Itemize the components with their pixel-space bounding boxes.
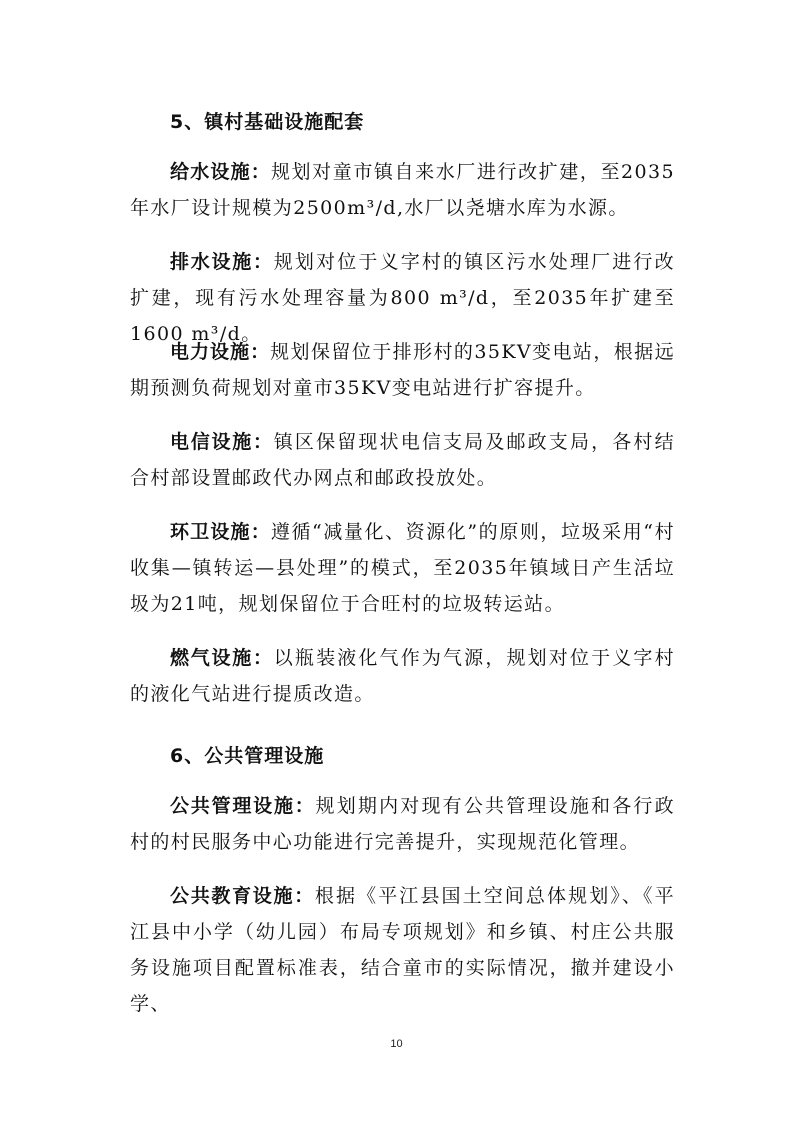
sanitation-term: 环卫设施： [170, 521, 271, 543]
section-6-heading: 6、公共管理设施 [170, 745, 325, 767]
gas-term: 燃气设施： [170, 647, 274, 669]
public-education-term: 公共教育设施： [170, 885, 315, 907]
public-education-paragraph [130, 878, 675, 1022]
power-paragraph [130, 334, 675, 406]
section-5-heading: 5、镇村基础设施配套 [170, 111, 365, 133]
drainage-term: 排水设施： [170, 251, 274, 273]
sanitation-paragraph [130, 514, 675, 622]
public-management-term: 公共管理设施： [170, 795, 316, 817]
sanitation-text: 遵循“减量化、资源化”的原则，垃圾采用“村收集—镇转运—县处理”的模式，至2035年镇域日产生活垃圾为21吨，规划保留位于合旺村的垃圾转运站。 [130, 521, 675, 615]
gas-paragraph [130, 640, 675, 712]
power-term: 电力设施： [170, 341, 271, 363]
power-text: 规划保留位于排形村的35KV变电站，根据远期预测负荷规划对童市35KV变电站进行扩容提升。 [130, 341, 675, 399]
water-supply-text: 规划对童市镇自来水厂进行改扩建，至2035年水厂设计规模为2500m³/d,水厂以尧塘水库为水源。 [130, 161, 675, 219]
public-management-text: 规划期内对现有公共管理设施和各行政村的村民服务中心功能进行完善提升，实现规范化管理。 [130, 795, 675, 853]
page-number: 10 [390, 1038, 403, 1050]
water-supply-term: 给水设施： [170, 161, 271, 183]
drainage-text: 规划对位于义字村的镇区污水处理厂进行改扩建，现有污水处理容量为800 m³/d，至2035年扩建至1600 m³/d。 [130, 251, 675, 345]
public-management-paragraph [130, 788, 675, 860]
telecom-paragraph [130, 424, 675, 496]
water-supply-paragraph [130, 154, 675, 226]
telecom-term: 电信设施： [170, 431, 274, 453]
public-education-text: 根据《平江县国土空间总体规划》、《平江县中小学（幼儿园）布局专项规划》和乡镇、村庄公共服务设施项目配置标准表，结合童市的实际情况，撤并建设小学、 [130, 885, 675, 1015]
telecom-text: 镇区保留现状电信支局及邮政支局，各村结合村部设置邮政代办网点和邮政投放处。 [130, 431, 675, 489]
gas-text: 以瓶装液化气作为气源，规划对位于义字村的液化气站进行提质改造。 [130, 647, 675, 705]
